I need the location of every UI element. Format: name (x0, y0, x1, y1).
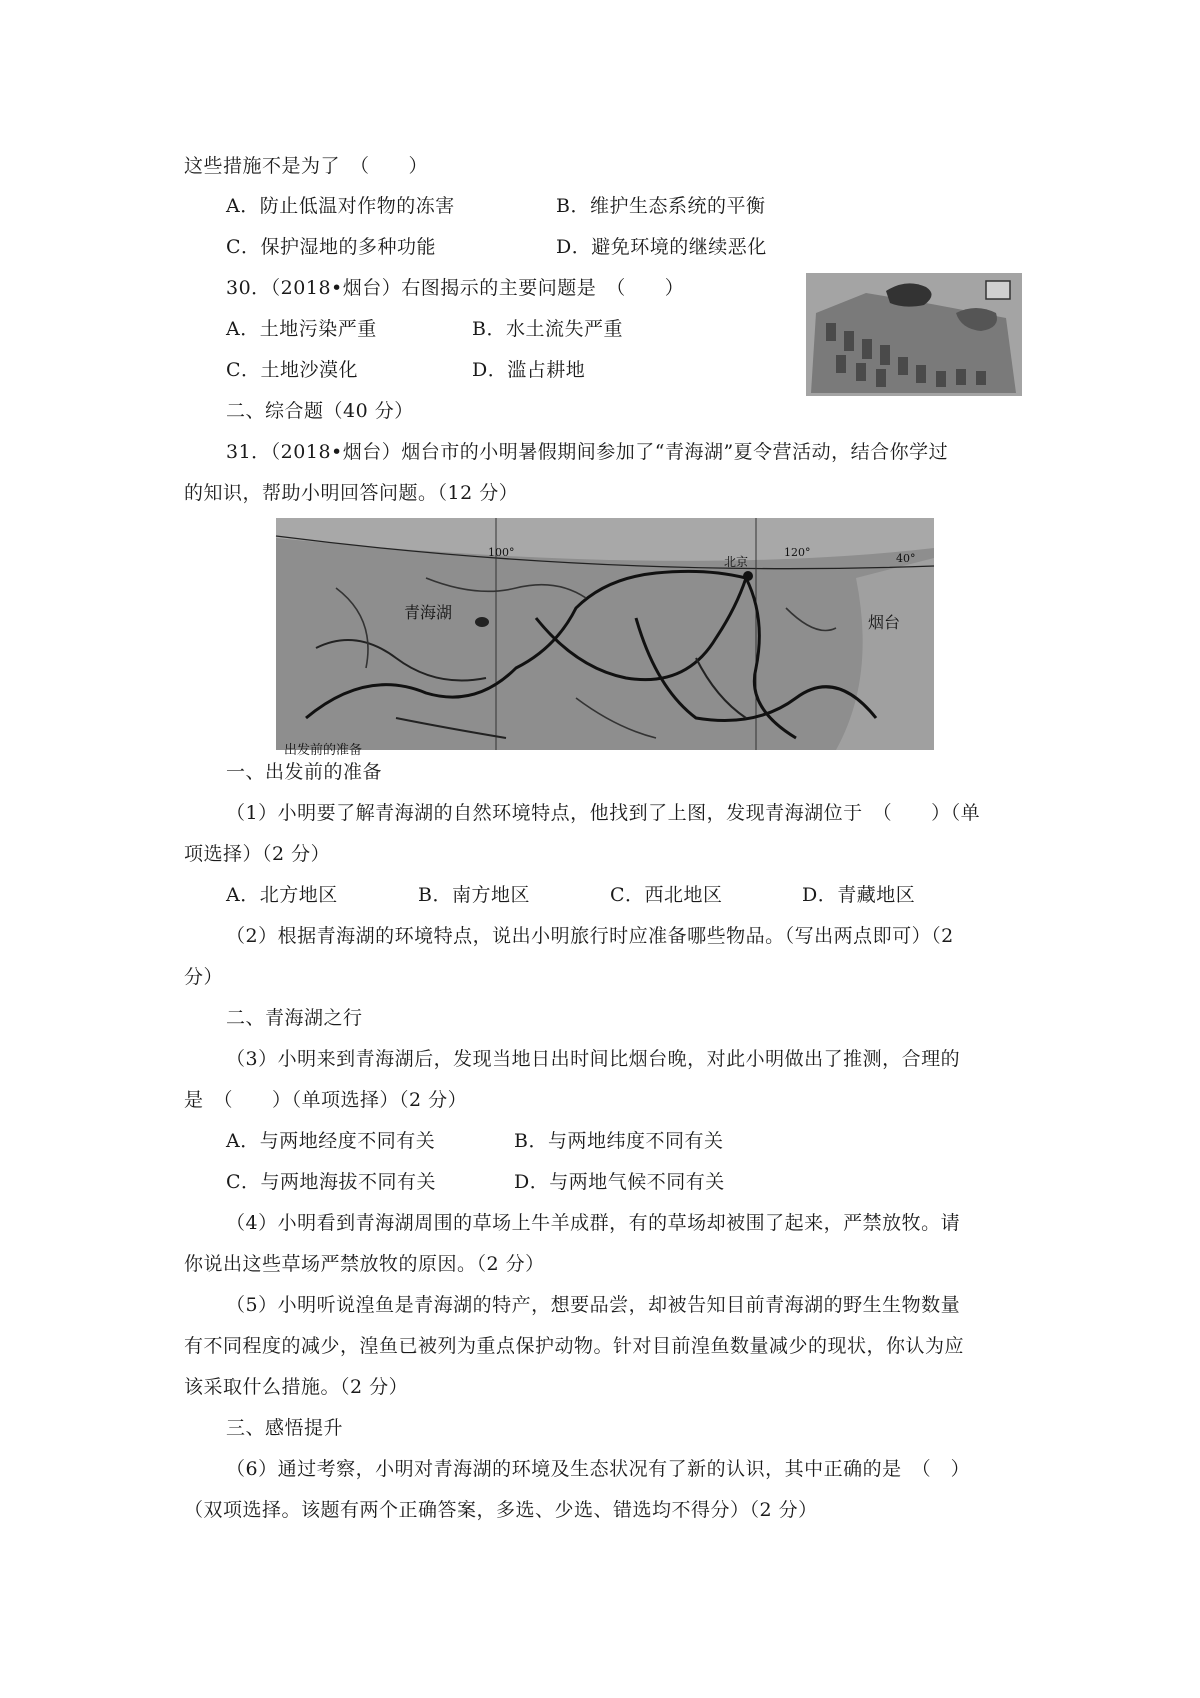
q29-option-b: B．维护生态系统的平衡 (556, 195, 766, 217)
sub1-line1: （1）小明要了解青海湖的自然环境特点，他找到了上图，发现青海湖位于 （ ）（单 (226, 802, 981, 824)
beijing-marker (743, 571, 753, 581)
q30-option-d: D．滥占耕地 (472, 359, 586, 381)
map-lon-100: 100° (488, 546, 515, 559)
q29-stem: 这些措施不是为了 （ ） (184, 155, 429, 177)
sub6-line2: （双项选择。该题有两个正确答案，多选、少选、错选均不得分）（2 分） (184, 1499, 818, 1521)
map-lat-40: 40° (896, 552, 916, 565)
q30-option-b: B．水土流失严重 (472, 318, 623, 340)
q30-option-a: A．土地污染严重 (226, 318, 377, 340)
sub1-option-a: A．北方地区 (226, 884, 338, 906)
map-label-lake: 青海湖 (404, 603, 453, 622)
sub4-line2: 你说出这些草场严禁放牧的原因。（2 分） (184, 1253, 545, 1275)
part-3-title: 三、感悟提升 (226, 1417, 344, 1439)
sub5-line1: （5）小明听说湟鱼是青海湖的特产，想要品尝，却被告知目前青海湖的野生生物数量 (226, 1294, 961, 1316)
map-lon-120: 120° (784, 546, 811, 559)
sub3-line1: （3）小明来到青海湖后，发现当地日出时间比烟台晚，对此小明做出了推测，合理的 (226, 1048, 961, 1070)
qinghai-yantai-map (276, 518, 934, 758)
q31-stem-line1: 31．（2018•烟台）烟台市的小明暑假期间参加了“青海湖”夏令营活动，结合你学过 (226, 441, 949, 463)
sub1-option-d: D．青藏地区 (802, 884, 916, 906)
q30-option-c: C．土地沙漠化 (226, 359, 359, 381)
q29-option-d: D．避免环境的继续恶化 (556, 236, 767, 258)
q30-stem: 30．（2018•烟台）右图揭示的主要问题是 （ ） (226, 277, 685, 299)
sub6-line1: （6）通过考察，小明对青海湖的环境及生态状况有了新的认识，其中正确的是 （ ） (226, 1458, 971, 1480)
section-2-title: 二、综合题（40 分） (226, 400, 414, 422)
sub1-option-b: B．南方地区 (418, 884, 530, 906)
map-label-capital: 北京 (724, 555, 749, 569)
sub3-option-c: C．与两地海拔不同有关 (226, 1171, 437, 1193)
sub3-line2: 是 （ ）（单项选择）（2 分） (184, 1089, 468, 1111)
q31-stem-line2: 的知识，帮助小明回答问题。（12 分） (184, 482, 519, 504)
sub5-line3: 该采取什么措施。（2 分） (184, 1376, 409, 1398)
sub3-option-a: A．与两地经度不同有关 (226, 1130, 436, 1152)
sub3-option-d: D．与两地气候不同有关 (514, 1171, 725, 1193)
q29-option-a: A．防止低温对作物的冻害 (226, 195, 455, 217)
qinghai-lake-marker (475, 617, 489, 627)
sub4-line1: （4）小明看到青海湖周围的草场上牛羊成群，有的草场却被围了起来，严禁放牧。请 (226, 1212, 961, 1234)
part-2-title: 二、青海湖之行 (226, 1007, 363, 1029)
map-caption: 出发前的准备 (284, 743, 363, 758)
sub2-line1: （2）根据青海湖的环境特点，说出小明旅行时应准备哪些物品。（写出两点即可）（2 (226, 925, 954, 947)
part-1-title: 一、出发前的准备 (226, 761, 383, 783)
map-label-city: 烟台 (868, 613, 901, 632)
sub5-line2: 有不同程度的减少，湟鱼已被列为重点保护动物。针对目前湟鱼数量减少的现状，你认为应 (184, 1335, 965, 1357)
q29-option-c: C．保护湿地的多种功能 (226, 236, 437, 258)
sub2-line2: 分） (184, 966, 224, 988)
soil-erosion-figure (806, 273, 1022, 396)
sub1-option-c: C．西北地区 (610, 884, 723, 906)
sub3-option-b: B．与两地纬度不同有关 (514, 1130, 724, 1152)
sub1-line2: 项选择）（2 分） (184, 843, 331, 865)
